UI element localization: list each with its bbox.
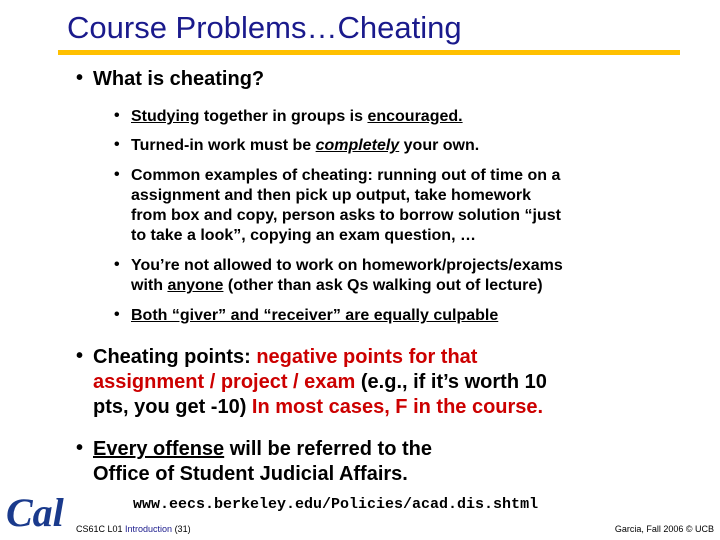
completely-emphasis: completely: [315, 137, 400, 154]
title-underline: [58, 50, 680, 55]
bullet-icon: •: [114, 166, 120, 183]
cal-logo-icon: [4, 488, 68, 534]
bullet-text: What is cheating?: [93, 68, 265, 90]
policy-url: www.eecs.berkeley.edu/Policies/acad.dis.shtml: [133, 496, 539, 513]
footer-course: CS61C L01 Introduction (31): [76, 524, 191, 534]
bullet-icon: •: [114, 306, 120, 323]
studying-underlined: Studying: [131, 108, 200, 125]
footer-credit: Garcia, Fall 2006 © UCB: [614, 524, 714, 534]
f-in-course-text: In most cases, F in the course.: [251, 396, 544, 418]
bullet-icon: •: [114, 107, 120, 124]
bullet-icon: •: [76, 437, 84, 459]
encouraged-underlined: encouraged.: [367, 108, 463, 125]
bullet-icon: •: [76, 345, 84, 367]
bullet-icon: •: [76, 67, 84, 89]
bullet-icon: •: [114, 256, 120, 273]
svg-text:Cal: Cal: [6, 490, 64, 534]
slide-title: Course Problems…Cheating: [67, 10, 462, 45]
anyone-underlined: anyone: [167, 277, 224, 294]
bullet-icon: •: [114, 136, 120, 153]
negative-points-text: negative points for that: [256, 346, 478, 368]
every-offense-underlined: Every offense: [93, 438, 225, 460]
